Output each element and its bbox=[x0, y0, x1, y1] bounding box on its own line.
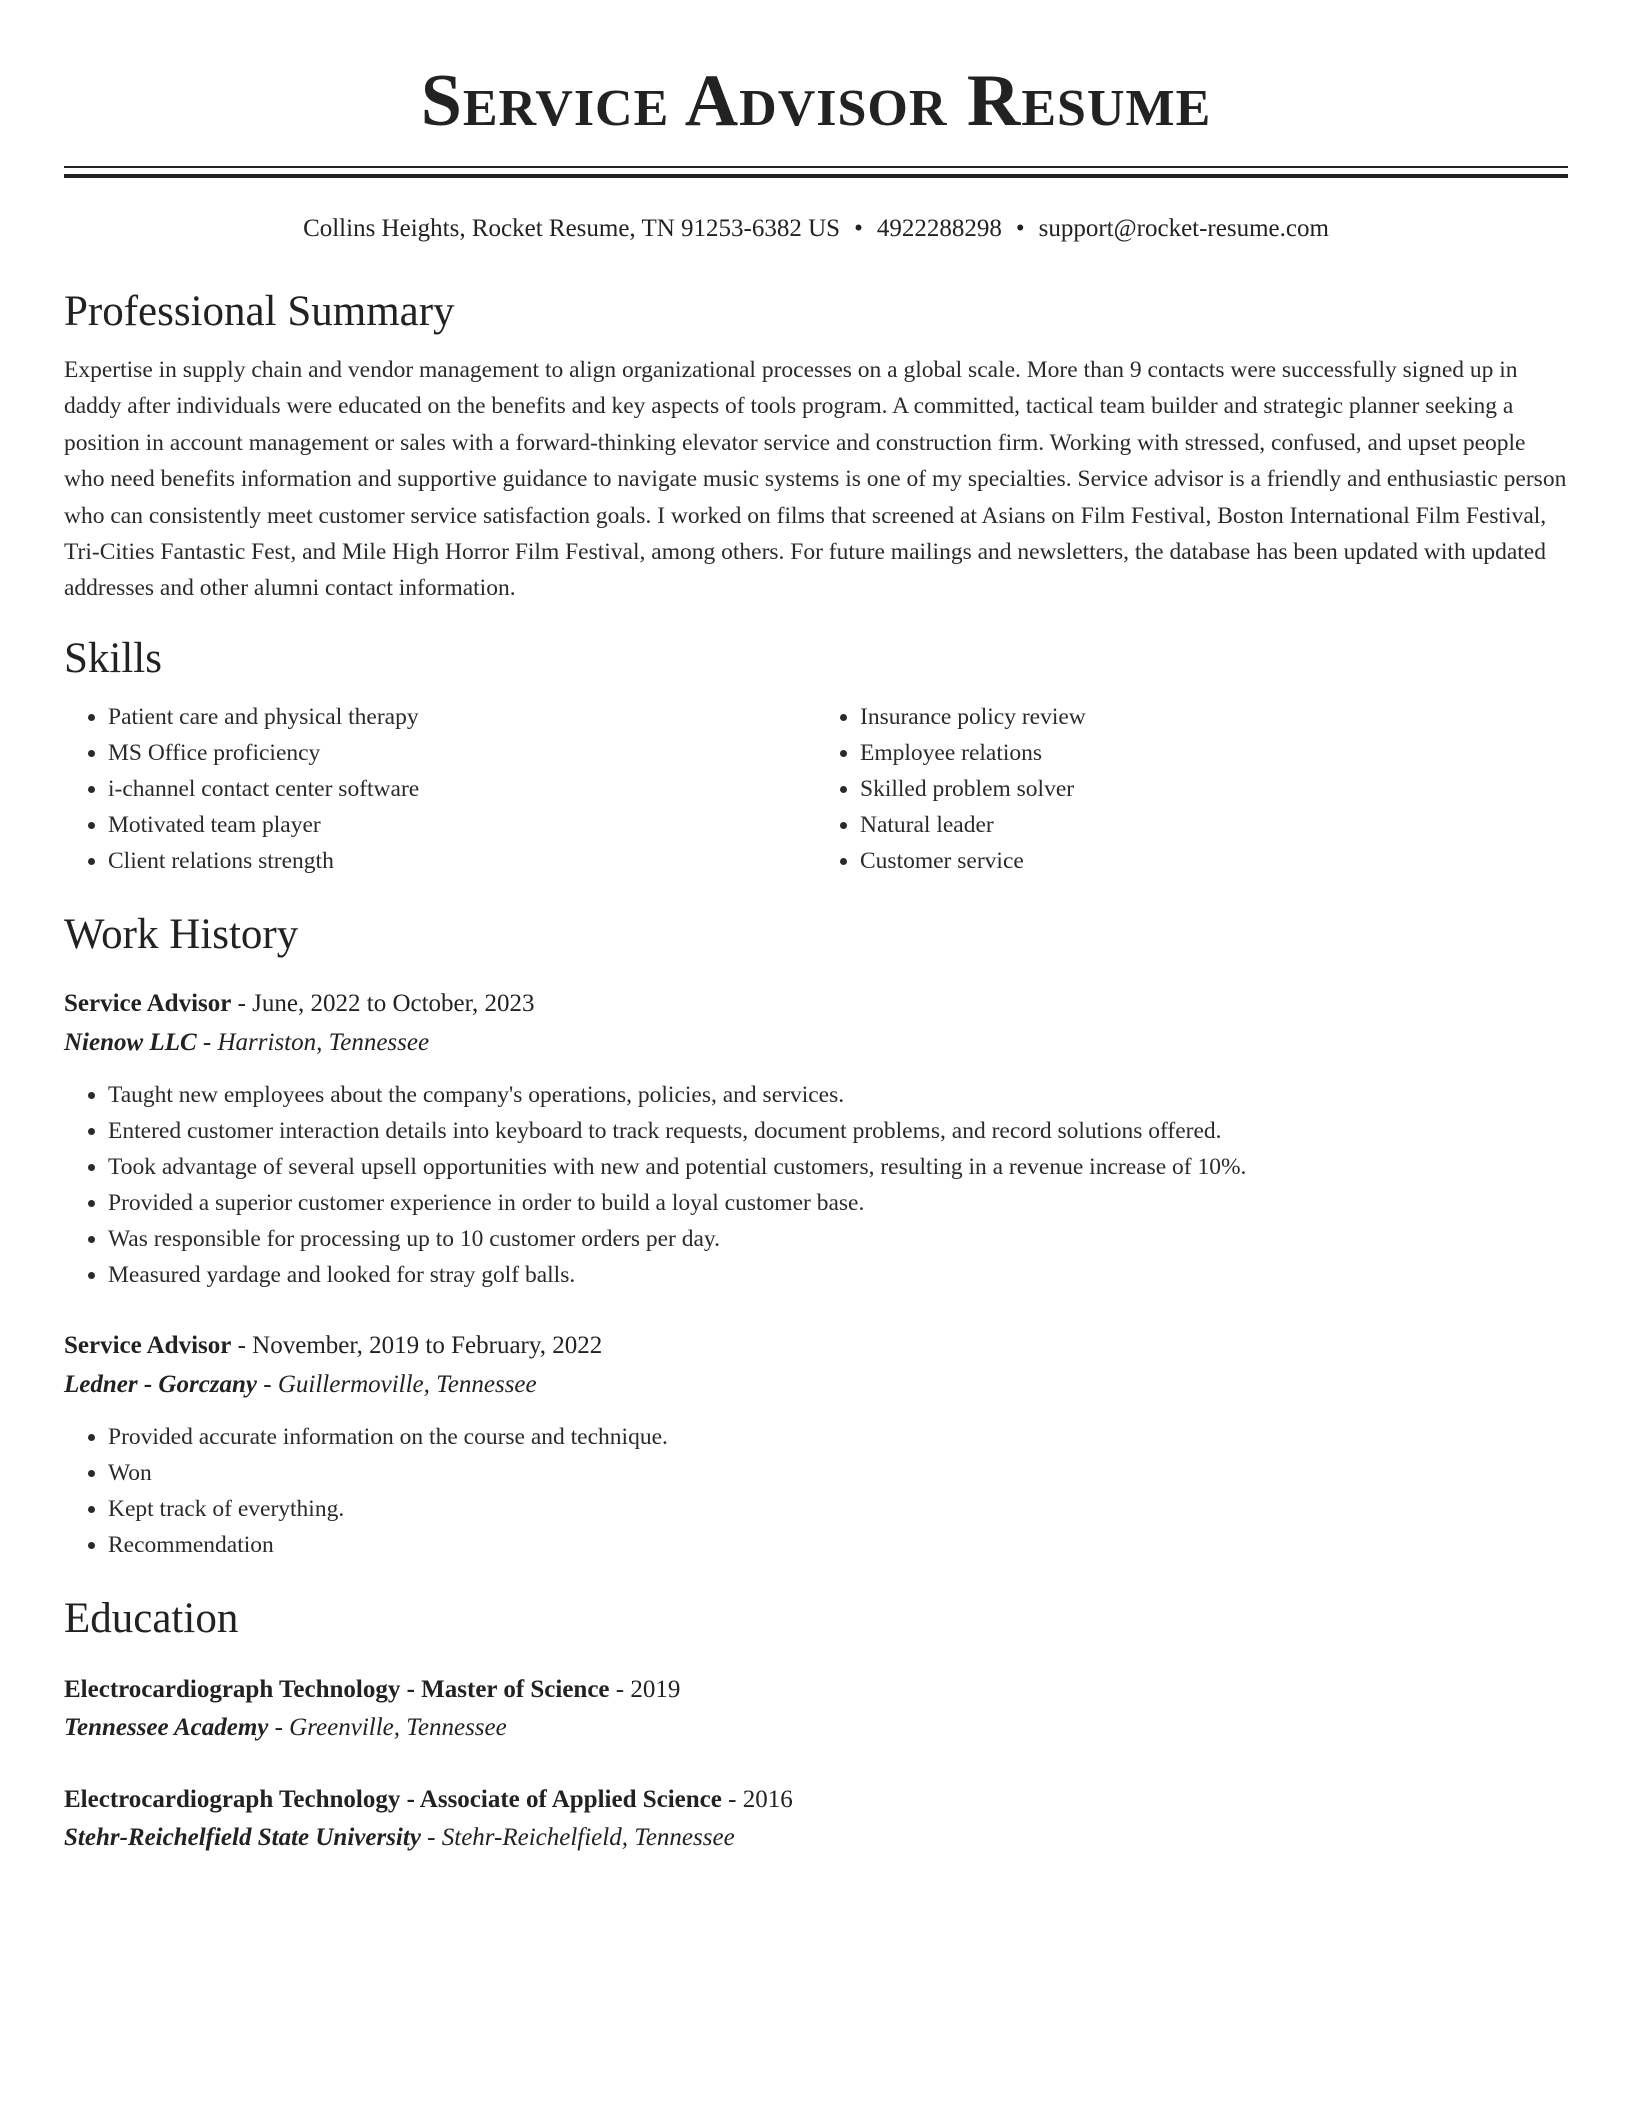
job-entry bbox=[64, 1327, 1568, 1563]
contact-address: Collins Heights, Rocket Resume, TN 91253-6382 US bbox=[303, 215, 841, 242]
education-year: - 2016 bbox=[721, 1785, 793, 1813]
education-school: Stehr-Reichelfield State University bbox=[64, 1823, 421, 1851]
title-divider-thick bbox=[64, 174, 1568, 178]
summary-text: Expertise in supply chain and vendor management to align organizational processes on a global scale. More than 9 contacts were successfully signed up in daddy after individuals were educated on the benefits and key aspects of tools program. A committed, tactical team builder and strategic planner seeking a position in account management or sales with a forward-thinking elevator service and construction firm. Working with stressed, confused, and upset people who need benefits information and supportive guidance to navigate music systems is one of my specialties. Service advisor is a friendly and enthusiastic person who can consistently meet customer service satisfaction goals. I worked on films that screened at Asians on Film Festival, Boston International Film Festival, Tri-Cities Fantastic Fest, and Mile High Horror Film Festival, among others. For future mailings and newsletters, the database has been updated with updated addresses and other alumni contact information. bbox=[64, 357, 1567, 602]
page-title: Service Advisor Resume bbox=[420, 60, 1212, 142]
education-degree: Electrocardiograph Technology - Associate of Applied Science bbox=[64, 1785, 722, 1813]
skill-item: • Client relations strength bbox=[108, 843, 816, 879]
job-entry bbox=[64, 985, 1568, 1293]
skill-item: • Employee relations bbox=[860, 735, 1568, 771]
job-bullet: • Won bbox=[108, 1455, 1568, 1491]
skills-list-right bbox=[816, 699, 1568, 879]
job-dates: - November, 2019 to February, 2022 bbox=[231, 1331, 603, 1359]
contact-line bbox=[64, 212, 1568, 246]
education-location: - Greenville, Tennessee bbox=[268, 1713, 507, 1741]
job-bullet: • Was responsible for processing up to 10 customer orders per day. bbox=[108, 1221, 1568, 1257]
skill-item: • i-channel contact center software bbox=[108, 771, 816, 807]
job-title: Service Advisor bbox=[64, 989, 232, 1017]
job-bullet: • Recommendation bbox=[108, 1527, 1568, 1563]
skill-item: • Motivated team player bbox=[108, 807, 816, 843]
skill-item: • Skilled problem solver bbox=[860, 771, 1568, 807]
skills-section bbox=[64, 633, 1568, 879]
job-location: - Harriston, Tennessee bbox=[196, 1028, 430, 1056]
job-bullet: • Provided accurate information on the course and technique. bbox=[108, 1419, 1568, 1455]
job-bullet: • Provided a superior customer experience in order to build a loyal customer base. bbox=[108, 1185, 1568, 1221]
title-divider-thin bbox=[64, 166, 1568, 168]
job-company-line bbox=[64, 1365, 1568, 1405]
job-bullet: • Measured yardage and looked for stray golf balls. bbox=[108, 1257, 1568, 1293]
education-year: - 2019 bbox=[609, 1675, 681, 1703]
education-entry bbox=[64, 1671, 1568, 1747]
job-bullet: • Entered customer interaction details into keyboard to track requests, document problems, and record solutions offered. bbox=[108, 1113, 1568, 1149]
education-entry bbox=[64, 1781, 1568, 1857]
job-company: Nienow LLC bbox=[64, 1028, 197, 1056]
skills-list-left bbox=[64, 699, 816, 879]
education-school-line bbox=[64, 1819, 1568, 1857]
contact-email: support@rocket-resume.com bbox=[1038, 215, 1329, 242]
skill-item: • Insurance policy review bbox=[860, 699, 1568, 735]
summary-section bbox=[64, 286, 1568, 607]
education-school: Tennessee Academy bbox=[64, 1713, 269, 1741]
summary-heading: Professional Summary bbox=[64, 288, 455, 335]
job-title-line bbox=[64, 1327, 1568, 1365]
job-title: Service Advisor bbox=[64, 1331, 232, 1359]
skills-heading: Skills bbox=[64, 634, 162, 682]
contact-phone: 4922288298 bbox=[876, 215, 1002, 242]
work-history-section bbox=[64, 909, 1568, 1563]
education-degree-line bbox=[64, 1781, 1568, 1819]
contact-separator: • bbox=[1015, 215, 1025, 242]
job-bullet: • Taught new employees about the company's operations, policies, and services. bbox=[108, 1077, 1568, 1113]
job-dates: - June, 2022 to October, 2023 bbox=[231, 989, 535, 1017]
skill-item: • Customer service bbox=[860, 843, 1568, 879]
skill-item: • MS Office proficiency bbox=[108, 735, 816, 771]
skills-columns bbox=[64, 699, 1568, 879]
skill-item: • Natural leader bbox=[860, 807, 1568, 843]
education-location: - Stehr-Reichelfield, Tennessee bbox=[420, 1823, 735, 1851]
job-bullet: • Kept track of everything. bbox=[108, 1491, 1568, 1527]
education-heading: Education bbox=[64, 1594, 239, 1642]
job-location: - Guillermoville, Tennessee bbox=[257, 1370, 537, 1398]
job-bullets bbox=[64, 1419, 1568, 1563]
education-degree-line bbox=[64, 1671, 1568, 1709]
job-bullets bbox=[64, 1077, 1568, 1293]
skill-item: • Patient care and physical therapy bbox=[108, 699, 816, 735]
job-title-line bbox=[64, 985, 1568, 1023]
work-history-heading: Work History bbox=[64, 910, 299, 958]
job-company: Ledner - Gorczany bbox=[64, 1370, 258, 1398]
job-company-line bbox=[64, 1023, 1568, 1063]
education-school-line bbox=[64, 1709, 1568, 1747]
education-section bbox=[64, 1593, 1568, 1857]
education-degree: Electrocardiograph Technology - Master of Science bbox=[64, 1675, 610, 1703]
contact-separator: • bbox=[854, 215, 863, 242]
job-bullet: • Took advantage of several upsell opportunities with new and potential customers, resulting in a revenue increase of 10%. bbox=[108, 1149, 1568, 1185]
